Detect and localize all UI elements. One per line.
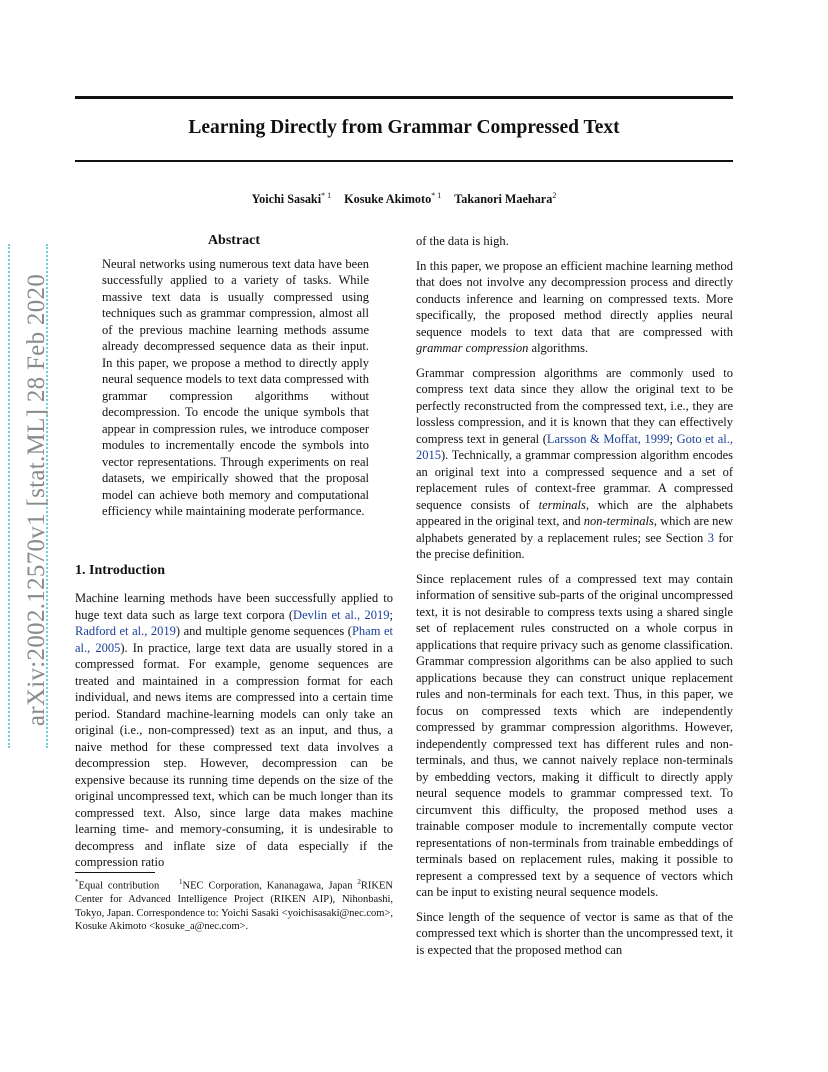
author: Kosuke Akimoto$^{* 1}$ bbox=[344, 191, 442, 207]
author-list bbox=[75, 191, 733, 207]
paragraph: of the data is high. bbox=[416, 234, 509, 248]
citation-link[interactable]: Larsson & Moffat, 1999 bbox=[546, 431, 670, 446]
footnote-rule bbox=[75, 872, 155, 873]
paragraph: Since replacement rules of a compressed text may contain information of sensitive sub-parts of the original uncompressed text, it is not desirable to compress texts using a shared single set of replacement rules constructed on a whole corpus in applications that require privacy such as genome classification. Grammar compression algorithms can be also applied to such applications because they can construct unique replacement rules and non-terminals for each text. Thus, in this paper, we focus on compressed texts which are independently compressed by grammar compression algorithms. However, independently compressed text has different rules and non-terminals, and thus, we cannot naively replace non-terminals by embedding vectors, making it difficult to directly apply neural sequence models to grammar compressed text. To circumvent this difficulty, the proposed method uses a trainable composer module to incrementally compute vector representations of non-terminals from trainable embeddings of terminals based on replacement rules, making it possible to represent a compressed text by a sequence of vectors which can be input to existing neural sequence models. bbox=[416, 571, 733, 899]
right-column bbox=[416, 233, 733, 966]
arxiv-id: arXiv:2002.12570v1 [stat.ML] 28 Feb 2020 bbox=[23, 273, 51, 727]
title-top-rule bbox=[75, 96, 733, 99]
author: Takanori Maehara$^2$ bbox=[454, 191, 557, 207]
title-bottom-rule bbox=[75, 160, 733, 162]
citation-link[interactable]: Goto et al., 2015 bbox=[416, 431, 733, 462]
paper-title: Learning Directly from Grammar Compressed Text bbox=[188, 117, 620, 138]
citation-link[interactable]: Pham et al., 2005 bbox=[75, 624, 393, 655]
paragraph: In this paper, we propose an efficient machine learning method that does not involve any decompression process and directly conducts inference and learning on compressed texts. More specifically, the proposed method directly applies neural sequence models to text data that are compressed with grammar compression algorithms. bbox=[416, 258, 733, 355]
paragraph: Since length of the sequence of vector is same as that of the compressed text which is shorter than the uncompressed text, it is expected that the proposed method can bbox=[416, 909, 733, 957]
arxiv-stamp bbox=[20, 250, 54, 750]
abstract-text: Neural networks using numerous text data have been successfully applied to a variety of tasks. While massive text data is usually compressed using techniques such as grammar compression, almost all of the previous machine learning methods assume already decompressed sequence data as their input. In this paper, we propose a method to directly apply neural sequence models to text data compressed with grammar compression algorithms without decompression. To encode the unique symbols that appear in compression rules, we introduce composer modules to incrementally encode the symbols into vector representations. Through experiments on real datasets, we empirically showed that the proposal model can achieve both memory and computational efficiency while maintaining moderate performance. bbox=[102, 256, 369, 518]
citation-link[interactable]: Devlin et al., 2019 bbox=[293, 607, 390, 622]
section-ref-link[interactable]: 3 bbox=[707, 530, 714, 545]
abstract-heading: Abstract bbox=[207, 233, 261, 248]
intro-paragraph: Machine learning methods have been successfully applied to huge text data such as large text corpora (Devlin et al., 2019; Radford et al., 2019) and multiple genome sequences (Pham et al., 2005). In practice, large text data are usually stored in a compressed format. For example, genome sequences are treated and maintained in a compression format for each individual, and news items are compressed into a certain time period. Standard machine-learning models can only take an original (i.e., non-compressed) text as an input, and thus, a naive method for these compressed text data involves a decompression step. However, decompression can be expensive because its running time depends on the size of the original uncompressed text, which can be much longer than its compressed text. Also, since large data makes machine learning time- and memory-consuming, it is undesirable to decompress and inflate size of data especially if the compression ratio bbox=[75, 591, 393, 869]
section-heading-introduction: 1. Introduction bbox=[75, 563, 165, 578]
left-column bbox=[75, 233, 393, 528]
author: Yoichi Sasaki$^{* 1}$ bbox=[251, 191, 332, 207]
paragraph: Grammar compression algorithms are commonly used to compress text data since they allow the original text to be perfectly reconstructed from the compressed text, i.e., they are lossless compression, and it is known that they can effectively compress text in general (Larsson & Moffat, 1999; Goto et al., 2015). Technically, a grammar compression algorithm encodes an original text into a compressed sequence and a set of replacement rules of context-free grammar. A compressed sequence consists of terminals, which are the alphabets appeared in the original text, and non-terminals, which are new alphabets generated by a replacement rules; see Section 3 for the precise definition. bbox=[416, 365, 733, 561]
citation-link[interactable]: Radford et al., 2019 bbox=[75, 624, 176, 638]
footnote: *Equal contribution $^1$NEC Corporation, Kananagawa, Japan $^2$RIKEN Center for Advanced Intelligence Project (RIKEN AIP), Nihonbashi, Tokyo, Japan. Correspondence to: Yoichi Sasaki <yoichisasaki@nec.com>, Kosuke Akimoto <kosuke_a@nec.com>. bbox=[75, 878, 394, 932]
